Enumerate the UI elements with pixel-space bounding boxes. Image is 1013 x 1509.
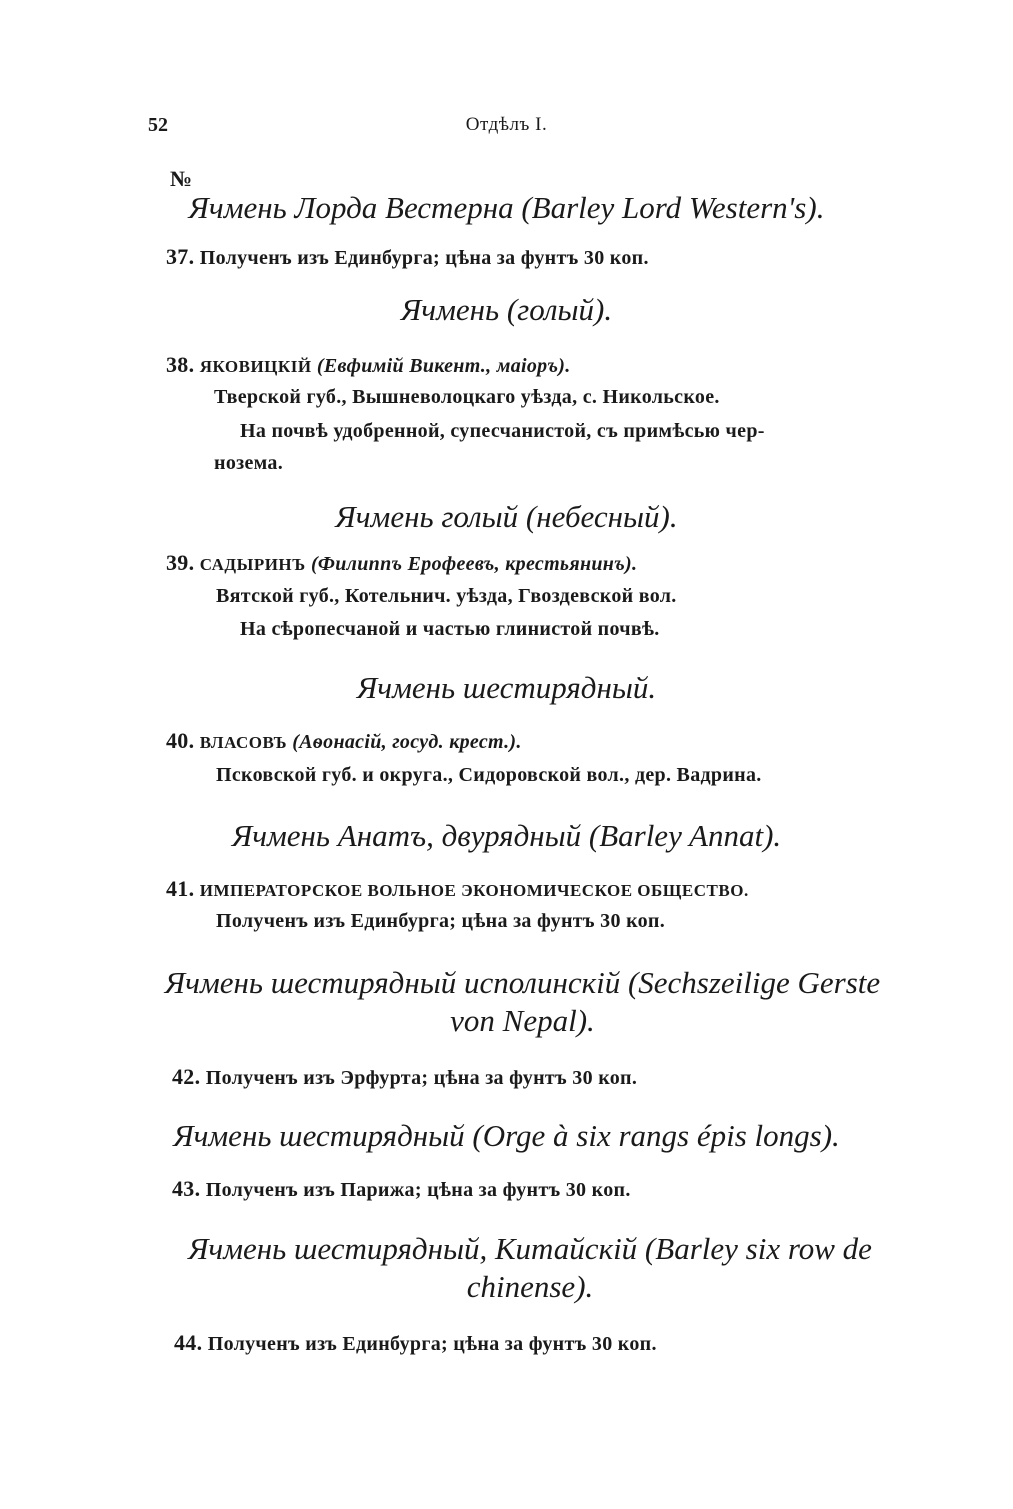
entry-name: ВЛАСОВЪ <box>199 733 287 752</box>
entry-38 <box>166 352 571 378</box>
entry-details: (Филиппъ Ерофеевъ, крестьянинъ). <box>310 553 638 575</box>
entry-note-continued: нозема. <box>214 452 284 474</box>
entry-42 <box>172 1064 637 1090</box>
entry-text: Полученъ изъ Единбурга; цѣна за фунтъ 30 коп. <box>207 1333 657 1355</box>
section-heading-1: Ячмень Лорда Вестерна (Barley Lord Western's). <box>188 190 825 225</box>
entry-number: 40. <box>166 728 195 753</box>
running-title: Отдѣлъ I. <box>465 114 548 135</box>
entry-40 <box>166 728 522 754</box>
entry-text: Полученъ изъ Единбурга; цѣна за фунтъ 30 коп. <box>199 247 649 269</box>
section-heading-2: Ячмень (голый). <box>400 292 613 327</box>
entry-text: Полученъ изъ Парижа; цѣна за фунтъ 30 коп. <box>205 1179 631 1201</box>
section-heading-7: Ячмень шестирядный (Orge à six rangs épis longs). <box>173 1118 840 1153</box>
section-heading-3: Ячмень голый (небесный). <box>335 499 678 534</box>
entry-note: На сѣропесчаной и частью глинистой почвѣ. <box>240 618 660 640</box>
entry-39 <box>166 550 637 576</box>
entry-name: САДЫРИНЪ <box>199 555 306 574</box>
entry-text: Полученъ изъ Эрфурта; цѣна за фунтъ 30 коп. <box>205 1067 638 1089</box>
entry-number: 44. <box>174 1330 203 1355</box>
entry-44 <box>174 1330 657 1356</box>
entry-number: 38. <box>166 352 195 377</box>
entry-details: (Евфимій Викент., маіоръ). <box>316 355 571 377</box>
entry-text: Полученъ изъ Единбурга; цѣна за фунтъ 30 коп. <box>216 910 666 932</box>
section-heading-5: Ячмень Анатъ, двурядный (Barley Annat). <box>231 818 782 853</box>
number-sign: № <box>170 166 193 191</box>
entry-number: 41. <box>166 876 195 901</box>
entry-location: Псковской губ. и округа., Сидоровской вол., дер. Вадрина. <box>216 764 762 786</box>
entry-location: Вятской губ., Котельнич. уѣзда, Гвоздевской вол. <box>216 585 677 607</box>
entry-number: 39. <box>166 550 195 575</box>
entry-43 <box>172 1176 631 1202</box>
entry-name: ЯКОВИЦКІЙ <box>199 357 312 376</box>
section-heading-8: Ячмень шестирядный, Китайскій (Barley six row de chinense). <box>188 1231 872 1304</box>
entry-41 <box>166 876 749 902</box>
entry-note: На почвѣ удобренной, супесчанистой, съ примѣсью чер- <box>240 420 765 442</box>
page-number: 52 <box>148 114 168 136</box>
entry-number: 42. <box>172 1064 201 1089</box>
entry-location: Тверской губ., Вышневолоцкаго уѣзда, с. Никольское. <box>214 386 720 408</box>
entry-number: 37. <box>166 244 195 269</box>
section-heading-4: Ячмень шестирядный. <box>356 670 657 705</box>
entry-name: ИМПЕРАТОРСКОЕ ВОЛЬНОЕ ЭКОНОМИЧЕСКОЕ ОБЩЕСТВО. <box>199 881 749 900</box>
entry-37 <box>166 244 649 270</box>
entry-number: 43. <box>172 1176 201 1201</box>
section-heading-6: Ячмень шестирядный исполинскій (Sechszeilige Gerste von Nepal). <box>164 965 881 1038</box>
entry-details: (Аѳонасій, госуд. крест.). <box>292 731 522 753</box>
